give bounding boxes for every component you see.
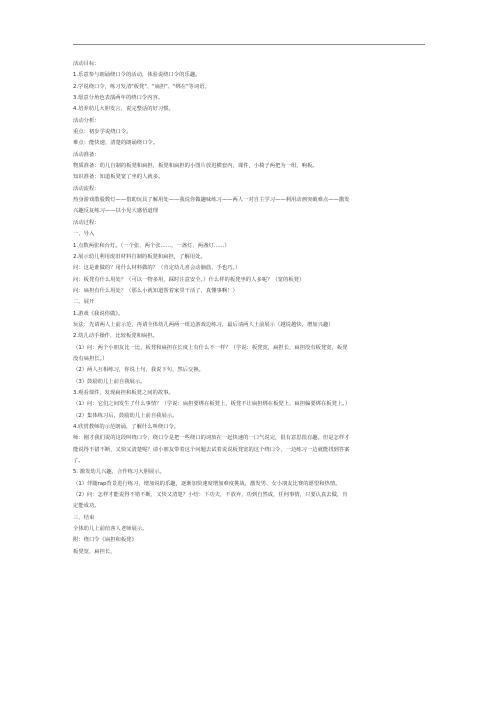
tongue-twister-line-1: 板凳宽，扁担长， bbox=[73, 548, 116, 555]
analysis-key-point: 重点：初步学说绕口令。 bbox=[73, 129, 132, 136]
develop-step-2-item-1-cont: 没有扁担长。） bbox=[73, 355, 108, 362]
develop-step-4-teacher-2: 能说得不错不断，又快又清楚呢？请小朋友带着这个问题去试着说说板凳宽的这个绕口令，一边练习一边就能找到答案 bbox=[73, 446, 350, 453]
develop-step-4-teacher-3: 了。 bbox=[73, 458, 84, 465]
section-heading-analysis: 活动分析： bbox=[73, 117, 100, 124]
goal-item-1: 1.乐意参与朗诵绕口令的活动，体验说绕口令的乐趣。 bbox=[73, 72, 201, 79]
develop-step-5-item-1: （1）伴随rap背景进行练习，增加说的乐趣，逐渐加快速度增加难度挑战，激发男、女小朋友比赛的愿望和热情。 bbox=[73, 480, 341, 487]
part-heading-intro: 一、导入 bbox=[73, 231, 95, 238]
develop-step-5: 5. 激发幼儿兴趣，合作练习大胆展示。 bbox=[73, 469, 165, 476]
section-heading-preparation: 活动准备： bbox=[73, 151, 100, 158]
part-heading-end: 三、结束 bbox=[73, 514, 95, 521]
develop-step-1-rules: 玩法：先请两人上前示范，再请全体幼儿两两一组边游戏边练习，最后请两人上前展示（越说越快，增加兴趣） bbox=[73, 321, 334, 328]
intro-step-1: 1.点数两张和台灯。（一个张、两个张……，一盏灯、两盏灯……） bbox=[73, 242, 230, 249]
goal-item-4: 4.培养幼儿大胆发言，说完整话的好习惯。 bbox=[73, 106, 174, 113]
preparation-knowledge: 知识准备：知道板凳宽了坐的人就多。 bbox=[73, 174, 164, 181]
section-heading-flow: 活动流程： bbox=[73, 185, 100, 192]
section-heading-process: 活动过程： bbox=[73, 219, 100, 226]
develop-step-1: 1.游戏《我说你做》。 bbox=[73, 310, 124, 317]
develop-step-5-item-2-cont: 定能成功。 bbox=[73, 503, 100, 510]
develop-step-4-teacher-1: 师：刚才我们说的这段叫绕口令，绕口令是把一些绕口的词放在一起快速的一口气说完，很有意思很有趣。但是怎样才 bbox=[73, 435, 350, 442]
develop-step-2: 2.幼儿动手操作，比较板凳和扁担。 bbox=[73, 333, 158, 340]
flow-text-line-1: 热身游戏散股数灯——借助玩具了解用处——我说你做趣味练习——两人一对自主学习——利用动画突破难点——激发 bbox=[73, 197, 350, 204]
intro-question-2: 问：板凳有什么用处？（可以一物多用，踩时注意安全。）什么样的板凳坐的人多呢？（宽的板凳） bbox=[73, 276, 305, 283]
part-heading-develop: 二、展开 bbox=[73, 299, 95, 306]
develop-step-3-item-2: （2）集体练习后，鼓励幼儿上前自我展示。 bbox=[73, 412, 178, 419]
develop-step-2-item-3: （3）鼓励幼儿上前自我展示。 bbox=[73, 378, 146, 385]
intro-question-1: 问：这是谁做的？用什么材料做的？（肯定幼儿喜会动脑筋、手也巧。） bbox=[73, 265, 241, 272]
develop-step-4: 4.欣赏教师的示范朗诵，了解什么叫绕口令。 bbox=[73, 424, 180, 430]
develop-step-3-item-1: （1）问：它们之间发生了什么事情？（学说：扁担要绑在板凳上，板凳不让扁担绑在板凳上，扁担偏要绑在板凳上。） bbox=[73, 401, 351, 408]
flow-text-line-2: 兴趣反复练习——以小见大感悟道理 bbox=[73, 208, 159, 215]
document-body bbox=[73, 59, 429, 558]
preparation-materials: 物质准备：幼儿自制的板凳和扁担，板凳和扁担的小图片放进横套内，课件，小椅子两把为一组，响板。 bbox=[73, 163, 318, 170]
goal-item-2: 2.学说绕口令，练习发清"板凳"、"扁担"、"绑在"等词语。 bbox=[73, 83, 210, 90]
develop-step-2-item-2: （2）两人互相练习，你说上句，我说下句，然后交换。 bbox=[73, 367, 204, 374]
analysis-difficulty: 难点：能快速、清楚的朗诵绕口令。 bbox=[73, 140, 159, 147]
develop-step-3: 3.观看课件，发现扁担和板凳之间的故事。 bbox=[73, 389, 174, 396]
header-rule bbox=[73, 44, 425, 45]
intro-question-3: 问：扁担有什么用处？（那么小就知道帮着家里干活了，真懂事啊！） bbox=[73, 287, 238, 294]
goal-item-3: 3.愿意分角色表演两年的绕口令内容。 bbox=[73, 95, 164, 102]
section-heading-goals: 活动目标： bbox=[73, 61, 100, 67]
end-activity: 全体幼儿上前给客人老师展示。 bbox=[73, 526, 148, 533]
develop-step-2-item-1: （1）问：两个小朋友比一比，板凳和扁担在长度上有什么不一样？（学说：板凳宽，扁担长，扁担没有板凳宽，板凳 bbox=[73, 344, 348, 351]
appendix-title: 附：绕口令《扁担和板凳》 bbox=[73, 537, 137, 544]
develop-step-5-item-2: （2）问：怎样才能说得不错不断，又快又清楚？小结：下功夫，不放弃，功到自然成，任何事情，只要认真去做，肯 bbox=[73, 492, 348, 499]
intro-step-2: 2.展示幼儿利用废旧材料自制的板凳和扁担，了解用处。 bbox=[73, 253, 206, 260]
